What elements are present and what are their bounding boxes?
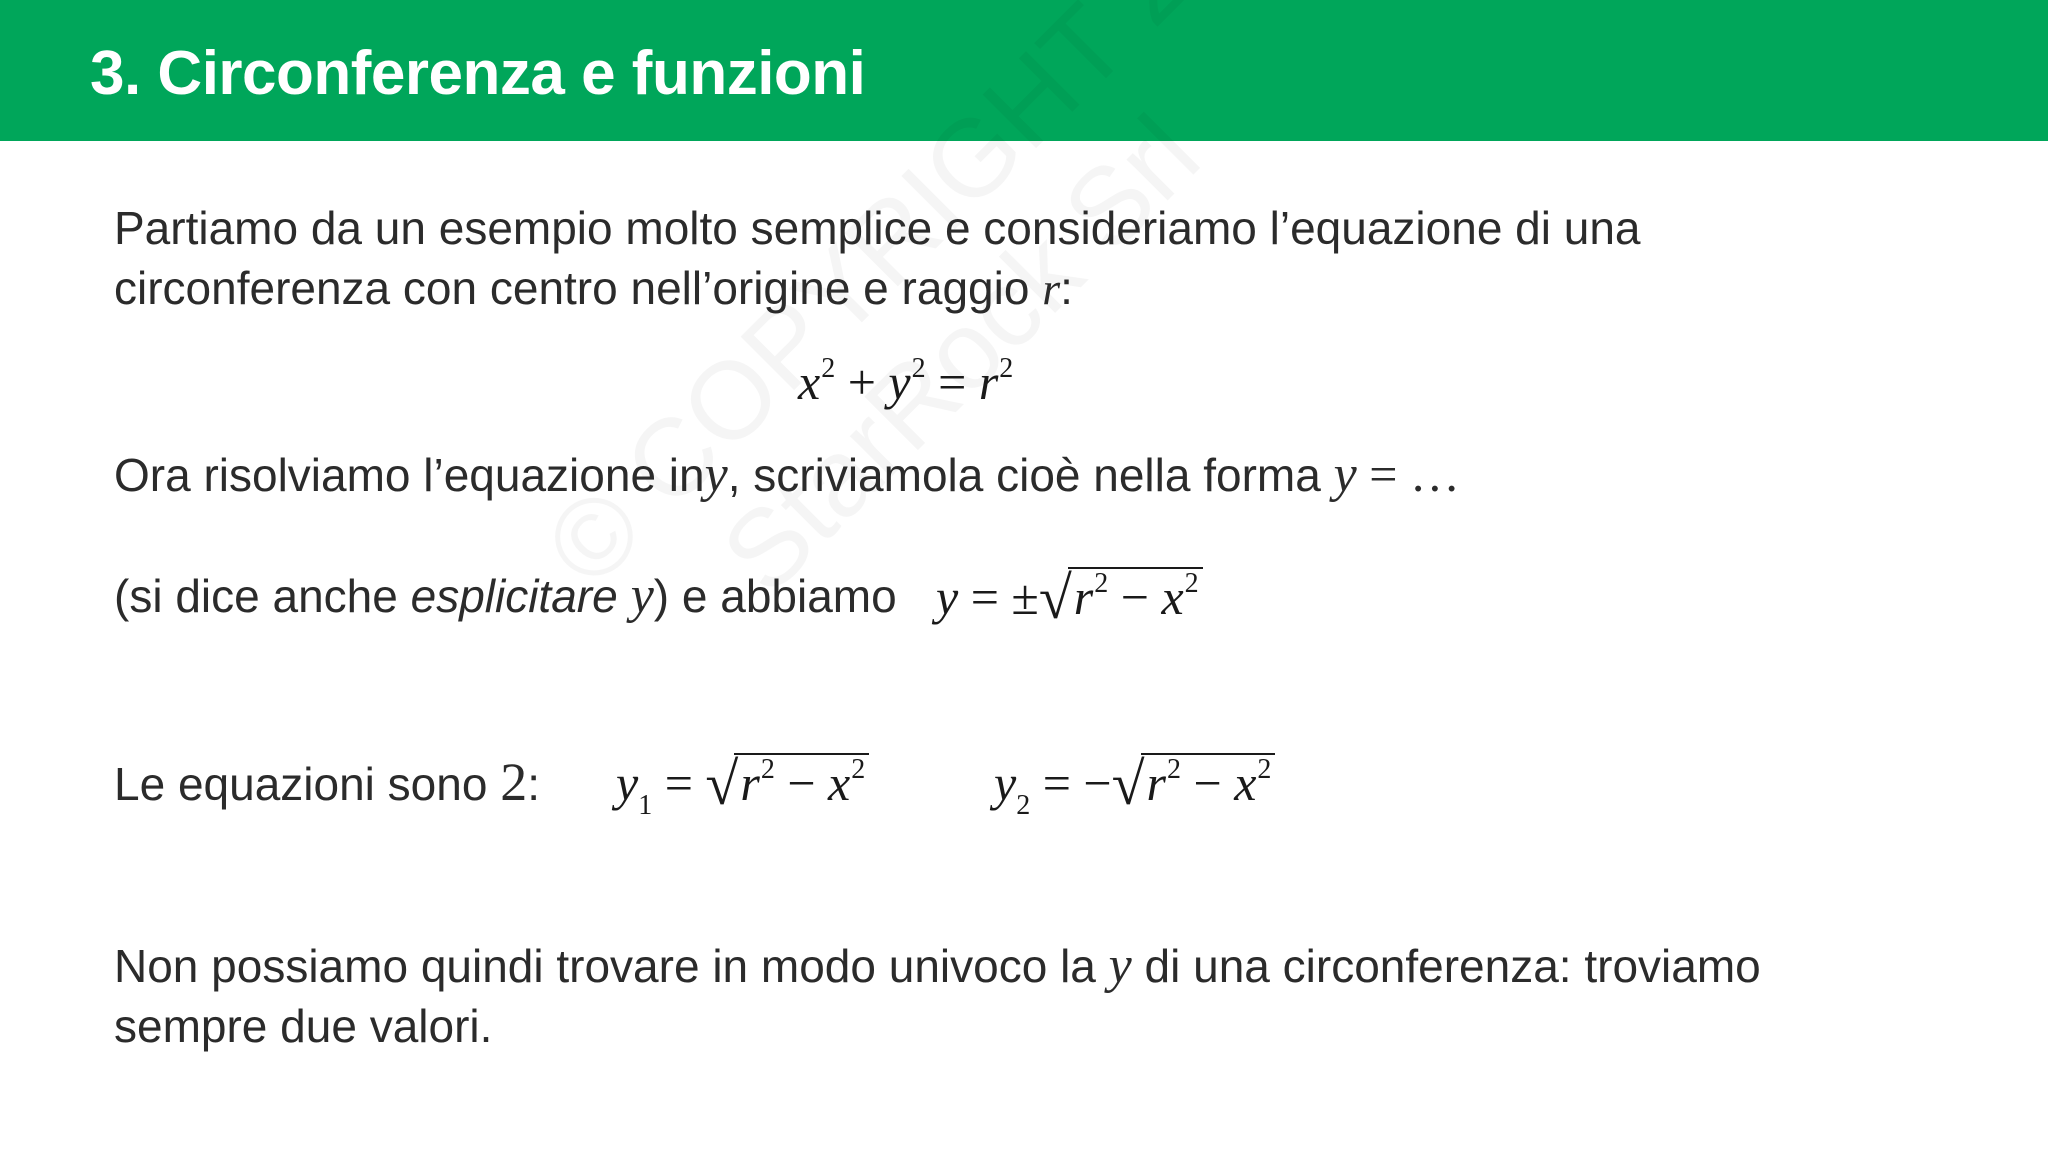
explicit-italic-word: esplicitare [410,570,618,622]
radius-variable: r [1042,263,1061,314]
eq-equals: = [652,755,706,811]
conclusion-var-y: y [1108,937,1132,994]
eq-equals-minus: = − [1030,755,1112,811]
eq-equals: = [925,354,979,410]
intro-line-2-text: circonferenza con centro nell’origine e raggio [114,262,1043,314]
explicit-text-1: (si dice anche [114,570,411,622]
intro-paragraph [114,198,1641,319]
equation-y2 [994,750,1275,822]
conclusion-line-2: sempre due valori. [114,1000,493,1052]
two-equations-label [114,752,540,814]
eq-r: r [740,755,760,811]
conclusion-text-2: di una circonferenza: troviamo [1131,940,1761,992]
two-equations-text: Le equazioni sono [114,758,501,810]
eq-subscript: 1 [638,790,653,821]
square-root [1112,750,1276,820]
eq-exp: 2 [760,754,775,785]
circle-equation [798,352,1013,421]
intro-line-1: Partiamo da un esempio molto semplice e consideriamo l’equazione di una [114,202,1641,254]
eq-y: y [994,755,1017,811]
eq-minus: − [774,755,829,811]
conclusion-line-1 [114,936,1761,996]
equation-y1 [616,750,869,822]
square-root [1039,564,1203,634]
eq-exp: 2 [911,353,926,384]
explicit-paragraph [114,566,897,626]
eq-exp: 2 [1167,754,1182,785]
square-root [705,750,869,820]
eq-exp: 2 [1257,754,1272,785]
explicit-equation [936,564,1203,634]
eq-minus: − [1108,569,1162,625]
eq-y: y [936,569,959,625]
eq-exp: 2 [821,353,836,384]
eq-y: y [616,755,639,811]
intro-line-2 [114,258,1641,319]
solve-form: = … [1356,446,1460,502]
two-equations-colon: : [527,758,540,810]
eq-y: y [888,354,911,410]
eq-x: x [798,354,821,410]
eq-r: r [1146,755,1167,811]
two-equations-number: 2 [500,752,528,812]
conclusion-paragraph [114,936,1761,1056]
eq-exp: 2 [1184,568,1199,599]
radical-sign: √ [1111,751,1145,817]
eq-r: r [1073,569,1094,625]
intro-line-2-colon: : [1060,262,1073,314]
explicit-var-y: y [617,567,654,624]
solve-var-y: y [704,446,728,503]
eq-minus: − [1181,755,1235,811]
conclusion-text-1: Non possiamo quindi trovare in modo univoco la [114,940,1109,992]
solve-var-y-2: y [1333,446,1357,503]
radicand [734,753,869,820]
eq-x: x [1161,569,1184,625]
radical-sign: √ [705,751,739,817]
radicand [1141,753,1276,820]
eq-exp: 2 [999,353,1014,384]
eq-r: r [978,354,999,410]
eq-exp: 2 [851,754,866,785]
slide-title: 3. Circonferenza e funzioni [90,39,866,108]
eq-x: x [1234,755,1257,811]
eq-exp: 2 [1094,568,1109,599]
eq-plus: + [835,354,889,410]
eq-plus-minus: = ± [958,569,1039,625]
explicit-text-2: ) e abbiamo [653,570,897,622]
eq-subscript: 2 [1016,790,1031,821]
radical-sign: √ [1038,565,1072,631]
solve-text-2: , scriviamola cioè nella forma [727,449,1334,501]
title-bar [0,0,2048,141]
solve-paragraph [114,444,1460,505]
eq-x: x [828,755,851,811]
radicand [1068,567,1203,634]
solve-text-1: Ora risolviamo l’equazione in [114,449,705,501]
